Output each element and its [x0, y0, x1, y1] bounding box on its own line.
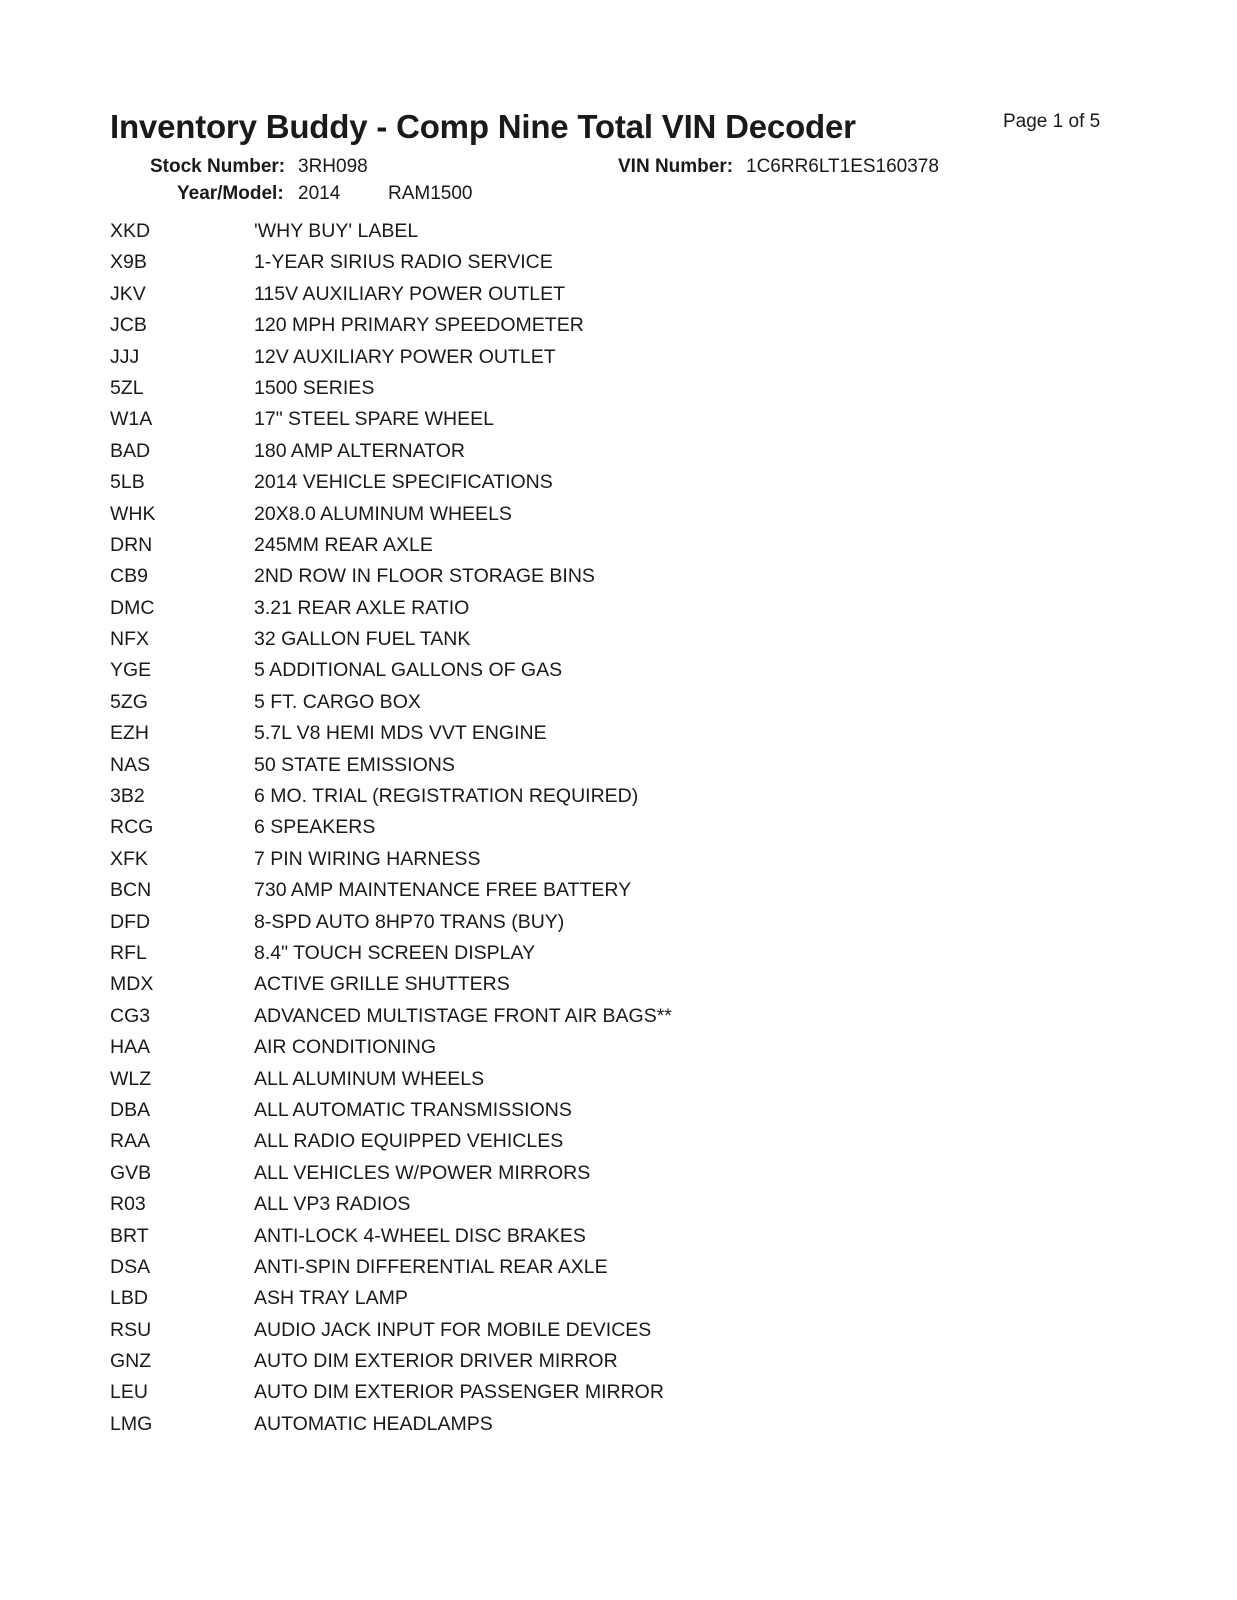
- vin-number-label: VIN Number:: [618, 156, 734, 177]
- option-description: 5.7L V8 HEMI MDS VVT ENGINE: [254, 722, 547, 745]
- option-row: [110, 844, 1010, 875]
- option-description: 6 MO. TRIAL (REGISTRATION REQUIRED): [254, 785, 639, 808]
- option-row: [110, 279, 1010, 310]
- option-description: 3.21 REAR AXLE RATIO: [254, 596, 470, 619]
- option-description: ALL VP3 RADIOS: [254, 1193, 411, 1216]
- option-row: [110, 1315, 1010, 1346]
- page-number: Page 1 of 5: [1003, 111, 1101, 132]
- option-description: AUTO DIM EXTERIOR PASSENGER MIRROR: [254, 1381, 664, 1404]
- option-description: AUDIO JACK INPUT FOR MOBILE DEVICES: [254, 1318, 652, 1341]
- option-row: [110, 1064, 1010, 1095]
- option-code: GNZ: [110, 1350, 152, 1373]
- option-row: [110, 310, 1010, 341]
- option-row: [110, 342, 1010, 373]
- option-code: W1A: [110, 408, 153, 431]
- option-row: [110, 216, 1010, 247]
- option-row: [110, 718, 1010, 749]
- option-code: EZH: [110, 722, 149, 745]
- option-code: BRT: [110, 1224, 149, 1247]
- option-description: 1-YEAR SIRIUS RADIO SERVICE: [254, 251, 553, 274]
- option-row: [110, 467, 1010, 498]
- option-code: WLZ: [110, 1067, 152, 1090]
- option-code: HAA: [110, 1036, 151, 1059]
- option-row: [110, 812, 1010, 843]
- option-row: [110, 1409, 1010, 1440]
- option-description: 17" STEEL SPARE WHEEL: [254, 408, 494, 431]
- option-row: [110, 1377, 1010, 1408]
- option-code: LMG: [110, 1412, 153, 1435]
- option-code: RCG: [110, 816, 154, 839]
- option-code: JKV: [110, 282, 146, 305]
- option-row: [110, 875, 1010, 906]
- option-code: CG3: [110, 1004, 151, 1027]
- option-code: X9B: [110, 251, 147, 274]
- option-code: JJJ: [110, 345, 140, 368]
- year-value: 2014: [298, 183, 341, 204]
- option-row: [110, 969, 1010, 1000]
- option-description: AIR CONDITIONING: [254, 1036, 437, 1059]
- option-row: [110, 624, 1010, 655]
- option-row: [110, 907, 1010, 938]
- option-description: 32 GALLON FUEL TANK: [254, 628, 471, 651]
- option-row: [110, 499, 1010, 530]
- option-description: 180 AMP ALTERNATOR: [254, 439, 465, 462]
- option-code: 3B2: [110, 785, 145, 808]
- option-description: 245MM REAR AXLE: [254, 533, 433, 556]
- option-code: RFL: [110, 941, 147, 964]
- option-row: [110, 1126, 1010, 1157]
- option-code: LBD: [110, 1287, 148, 1310]
- option-code: DMC: [110, 596, 155, 619]
- option-description: 8-SPD AUTO 8HP70 TRANS (BUY): [254, 910, 565, 933]
- option-description: AUTOMATIC HEADLAMPS: [254, 1412, 493, 1435]
- year-model-label: Year/Model:: [177, 183, 284, 204]
- option-code: WHK: [110, 502, 156, 525]
- option-row: [110, 436, 1010, 467]
- stock-number-label: Stock Number:: [150, 156, 286, 177]
- option-description: 1500 SERIES: [254, 376, 375, 399]
- option-code: R03: [110, 1193, 146, 1216]
- option-description: ACTIVE GRILLE SHUTTERS: [254, 973, 510, 996]
- option-description: ALL ALUMINUM WHEELS: [254, 1067, 485, 1090]
- option-row: [110, 938, 1010, 969]
- option-row: [110, 1189, 1010, 1220]
- option-code: BAD: [110, 439, 151, 462]
- option-row: [110, 1158, 1010, 1189]
- option-code: CB9: [110, 565, 148, 588]
- option-row: [110, 247, 1010, 278]
- option-code: DFD: [110, 910, 151, 933]
- option-code-list: [110, 216, 1010, 1440]
- option-code: BCN: [110, 879, 152, 902]
- option-description: ALL AUTOMATIC TRANSMISSIONS: [254, 1098, 572, 1121]
- option-description: 20X8.0 ALUMINUM WHEELS: [254, 502, 512, 525]
- option-description: ANTI-LOCK 4-WHEEL DISC BRAKES: [254, 1224, 586, 1247]
- option-description: ADVANCED MULTISTAGE FRONT AIR BAGS**: [254, 1004, 672, 1027]
- option-code: YGE: [110, 659, 152, 682]
- option-description: 115V AUXILIARY POWER OUTLET: [254, 282, 566, 305]
- stock-number-value: 3RH098: [298, 156, 368, 177]
- vin-number-value: 1C6RR6LT1ES160378: [746, 156, 939, 177]
- option-row: [110, 655, 1010, 686]
- option-row: [110, 1032, 1010, 1063]
- option-description: 50 STATE EMISSIONS: [254, 753, 455, 776]
- option-row: [110, 1346, 1010, 1377]
- option-row: [110, 1095, 1010, 1126]
- option-row: [110, 750, 1010, 781]
- document-title: Inventory Buddy - Comp Nine Total VIN Decoder: [110, 108, 856, 145]
- option-row: [110, 781, 1010, 812]
- option-row: [110, 1252, 1010, 1283]
- option-description: 120 MPH PRIMARY SPEEDOMETER: [254, 314, 584, 337]
- option-code: GVB: [110, 1161, 152, 1184]
- option-description: 12V AUXILIARY POWER OUTLET: [254, 345, 556, 368]
- option-description: 2014 VEHICLE SPECIFICATIONS: [254, 471, 553, 494]
- option-description: ANTI-SPIN DIFFERENTIAL REAR AXLE: [254, 1255, 608, 1278]
- option-description: ALL VEHICLES W/POWER MIRRORS: [254, 1161, 591, 1184]
- option-code: 5ZG: [110, 690, 148, 713]
- option-code: LEU: [110, 1381, 148, 1404]
- option-code: XFK: [110, 847, 148, 870]
- option-description: 7 PIN WIRING HARNESS: [254, 847, 481, 870]
- option-description: 730 AMP MAINTENANCE FREE BATTERY: [254, 879, 632, 902]
- model-value: RAM1500: [388, 183, 473, 204]
- option-description: ASH TRAY LAMP: [254, 1287, 408, 1310]
- option-code: NFX: [110, 628, 149, 651]
- option-row: [110, 530, 1010, 561]
- option-description: ALL RADIO EQUIPPED VEHICLES: [254, 1130, 564, 1153]
- option-description: 8.4" TOUCH SCREEN DISPLAY: [254, 941, 536, 964]
- option-code: JCB: [110, 314, 147, 337]
- option-row: [110, 593, 1010, 624]
- option-description: 6 SPEAKERS: [254, 816, 376, 839]
- option-row: [110, 404, 1010, 435]
- option-row: [110, 1001, 1010, 1032]
- option-code: MDX: [110, 973, 154, 996]
- option-code: RAA: [110, 1130, 151, 1153]
- option-description: AUTO DIM EXTERIOR DRIVER MIRROR: [254, 1350, 618, 1373]
- option-description: 5 ADDITIONAL GALLONS OF GAS: [254, 659, 563, 682]
- option-description: 5 FT. CARGO BOX: [254, 690, 421, 713]
- option-row: [110, 373, 1010, 404]
- option-code: 5ZL: [110, 376, 144, 399]
- option-row: [110, 687, 1010, 718]
- option-code: NAS: [110, 753, 151, 776]
- option-description: 2ND ROW IN FLOOR STORAGE BINS: [254, 565, 595, 588]
- option-row: [110, 1221, 1010, 1252]
- option-row: [110, 1283, 1010, 1314]
- option-code: DSA: [110, 1255, 151, 1278]
- option-code: XKD: [110, 220, 151, 242]
- option-code: 5LB: [110, 471, 145, 494]
- option-code: DBA: [110, 1098, 151, 1121]
- option-code: DRN: [110, 533, 153, 556]
- option-row: [110, 561, 1010, 592]
- option-code: RSU: [110, 1318, 152, 1341]
- option-description: 'WHY BUY' LABEL: [254, 220, 419, 242]
